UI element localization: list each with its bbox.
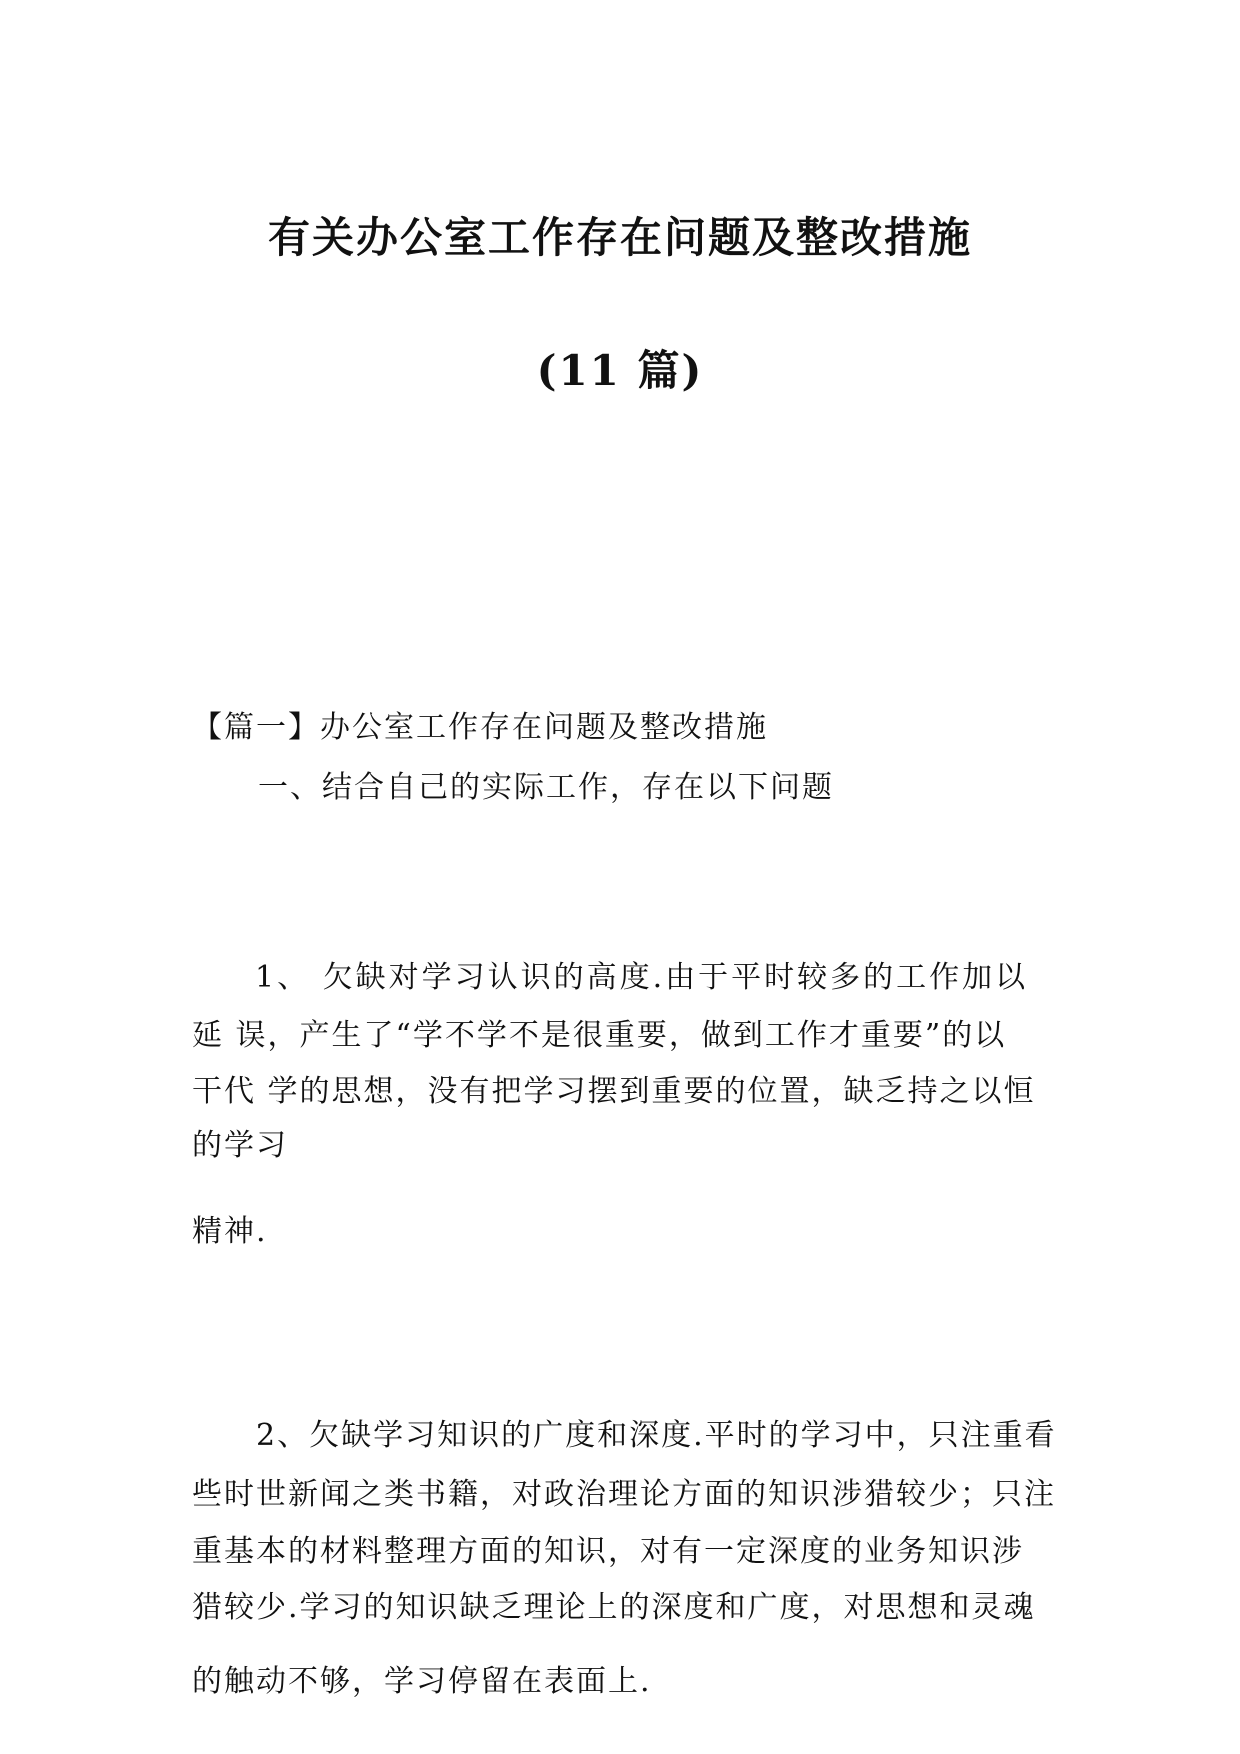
document-title: 有关办公室工作存在问题及整改措施 — [267, 213, 972, 262]
item-2-line-1: 2、欠缺学习知识的广度和深度.平时的学习中，只注重看 — [256, 1418, 1057, 1453]
item-1-line-1: 1、 欠缺对学习认识的高度.由于平时较多的工作加以 — [255, 960, 1029, 995]
item-2-line-4: 猎较少.学习的知识缺乏理论上的深度和广度，对思想和灵魂 — [192, 1590, 1036, 1625]
item-1-line-4: 的学习 — [192, 1128, 288, 1163]
document-subtitle: (11 篇) — [536, 346, 704, 395]
item-2-line-5: 的触动不够，学习停留在表面上. — [192, 1664, 652, 1699]
section-label: 【篇一】办公室工作存在问题及整改措施 — [192, 710, 768, 745]
item-2-line-3: 重基本的材料整理方面的知识，对有一定深度的业务知识涉 — [192, 1534, 1024, 1569]
item-2-line-2: 些时世新闻之类书籍，对政治理论方面的知识涉猎较少；只注 — [192, 1477, 1056, 1512]
item-1-line-2: 延 误，产生了“学不学不是很重要，做到工作才重要”的以 — [192, 1018, 1007, 1053]
item-1-line-3: 干代 学的思想，没有把学习摆到重要的位置，缺乏持之以恒 — [192, 1074, 1036, 1109]
section-heading: 一、结合自己的实际工作，存在以下问题 — [258, 770, 834, 805]
item-1-line-5: 精神. — [192, 1214, 268, 1249]
